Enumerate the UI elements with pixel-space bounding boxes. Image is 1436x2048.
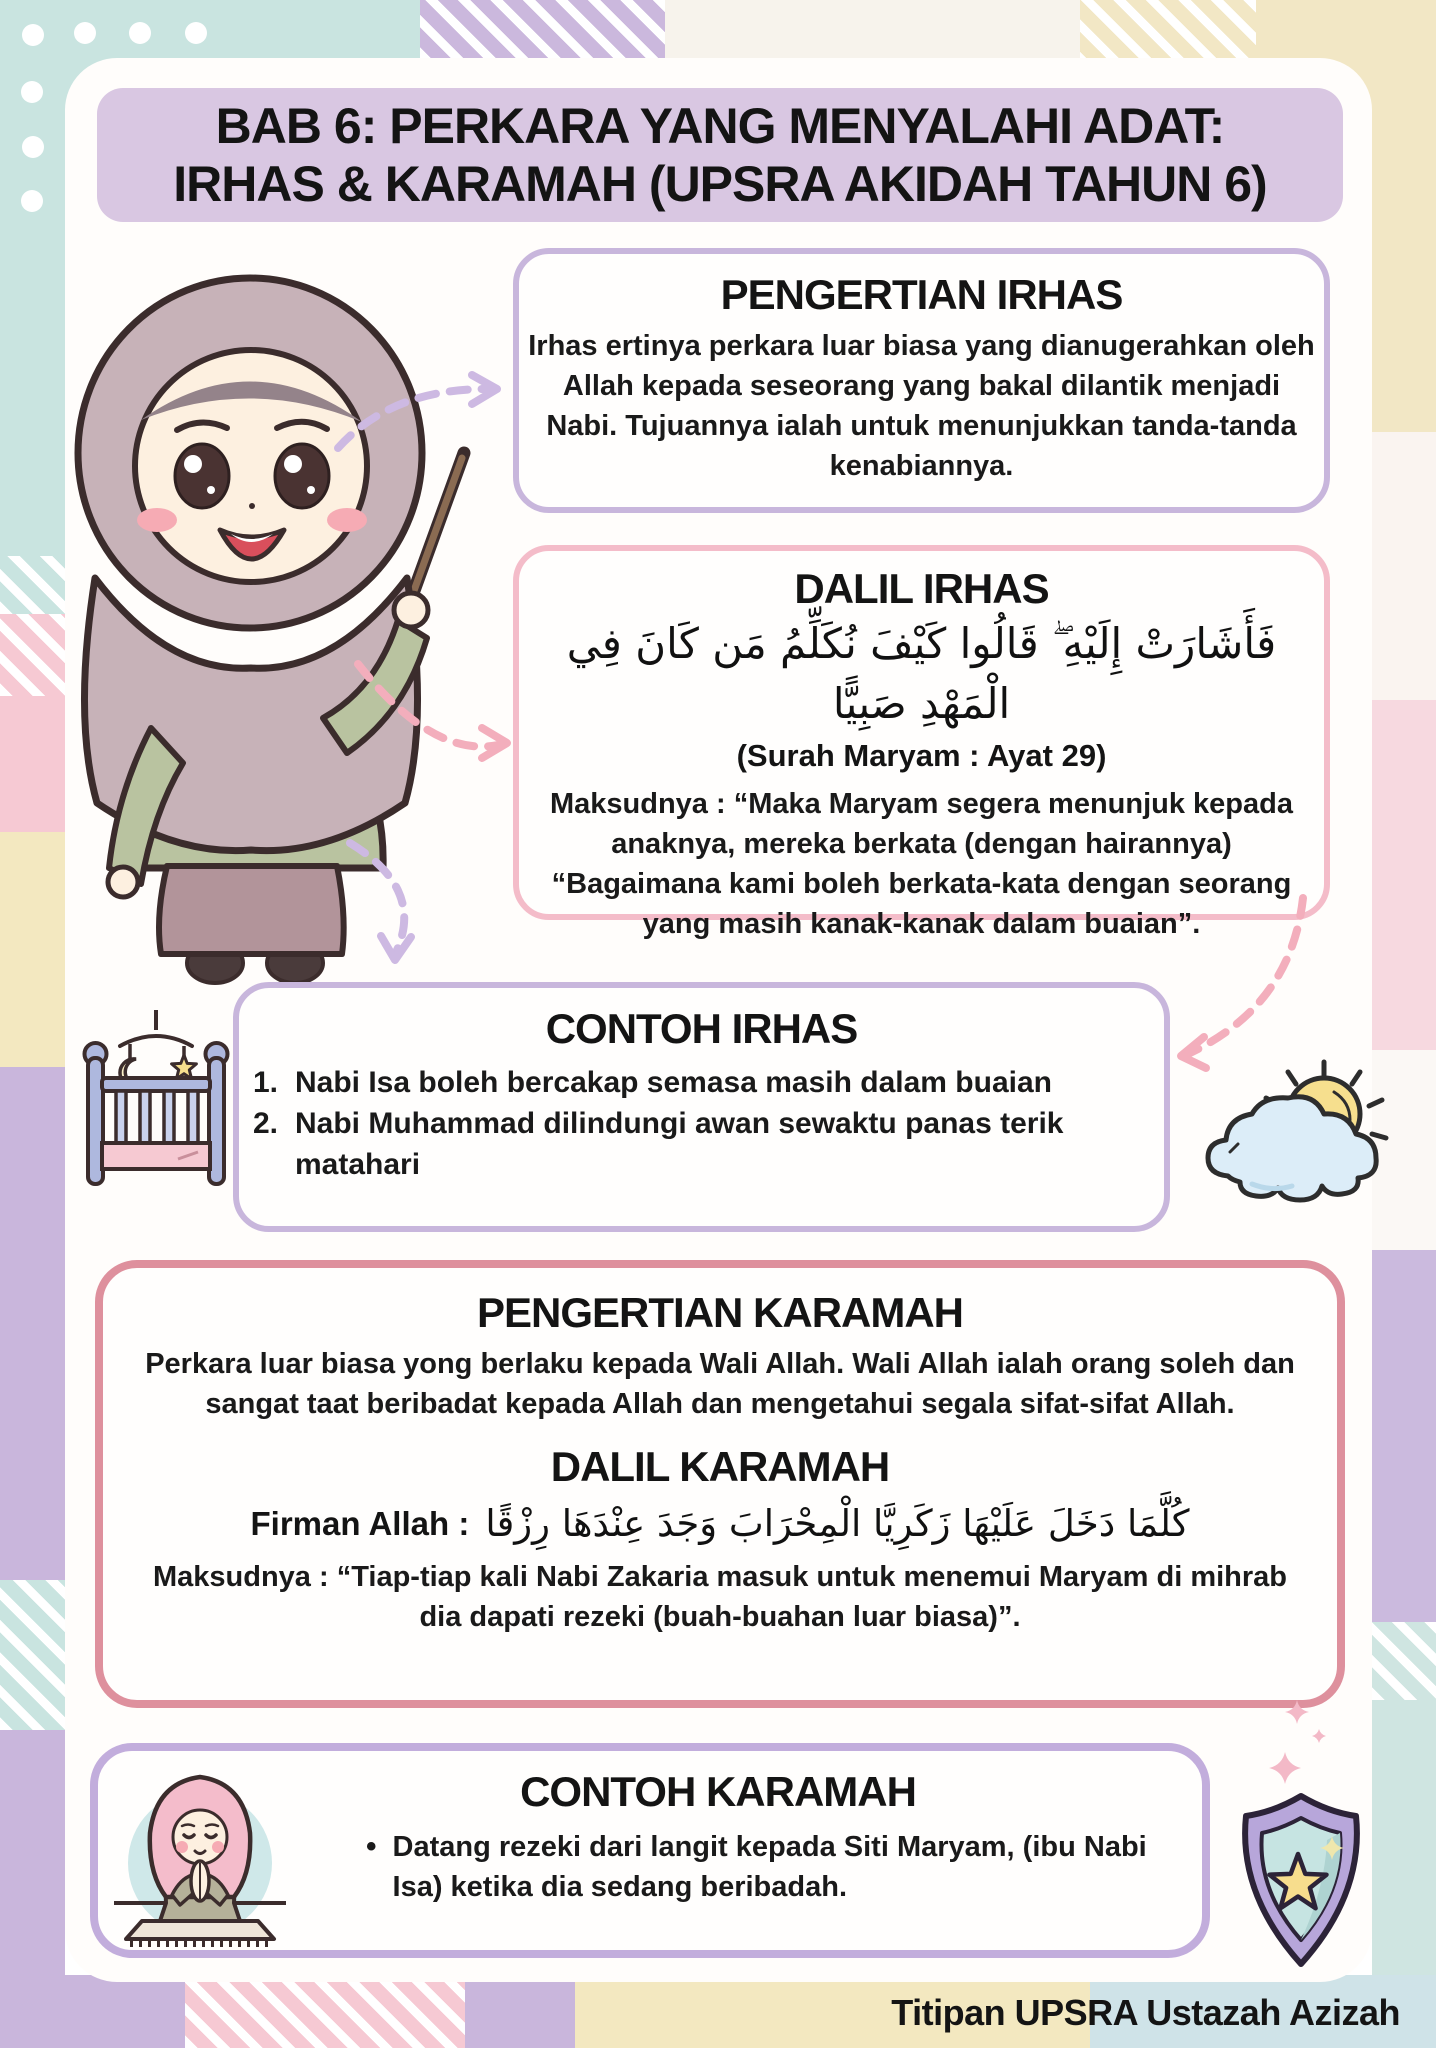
background-bottom-pink-stripes: [185, 1982, 465, 2048]
baby-crib-icon: [72, 1002, 240, 1192]
background-white-strip: [665, 0, 1080, 60]
pengertian-irhas-heading: PENGERTIAN IRHAS: [720, 271, 1123, 318]
bullet-dot: •: [366, 1830, 377, 1863]
dalil-irhas-arabic-verse: فَأَشَارَتْ إِلَيْهِ ۖ قَالُوا كَيْفَ نُكَلِّمُ مَن كَانَ فِي الْمَهْدِ صَبِيًّا: [566, 619, 1277, 728]
page-title-line1: BAB 6: PERKARA YANG MENYALAHI ADAT:: [215, 98, 1225, 154]
list-item-text: Nabi Isa boleh bercakap semasa masih dalam buaian: [295, 1066, 1052, 1099]
list-item-number: 2.: [253, 1107, 279, 1140]
background-right-pale: [1372, 432, 1436, 700]
background-right-lavender: [1372, 1250, 1436, 1622]
dalil-karamah-verse-row: [103, 1502, 1337, 1545]
contoh-karamah-text: Datang rezeki dari langit kepada Siti Maryam, (ibu Nabi Isa) ketika dia sedang beribadah.: [392, 1831, 1147, 1903]
firman-allah-label: Firman Allah :: [250, 1504, 470, 1542]
page-title-line2: IRHAS & KARAMAH (UPSRA AKIDAH TAHUN 6): [173, 156, 1267, 212]
dalil-irhas-reference: (Surah Maryam : Ayat 29): [736, 738, 1107, 773]
karamah-panel: [95, 1260, 1345, 1708]
footer-credit: Titipan UPSRA Ustazah Azizah: [891, 1992, 1400, 2033]
contoh-irhas-panel: [233, 982, 1170, 1232]
background-right-pink: [1372, 700, 1436, 1050]
list-item-text: Nabi Muhammad dilindungi awan sewaktu panas terik matahari: [295, 1107, 1064, 1181]
contoh-karamah-heading: CONTOH KARAMAH: [520, 1768, 916, 1815]
title-banner: [97, 88, 1343, 222]
sparkles-icon: [1245, 1690, 1355, 1800]
dalil-karamah-heading: DALIL KARAMAH: [550, 1443, 890, 1490]
pengertian-karamah-body: Perkara luar biasa yong berlaku kepada Wali Allah. Wali Allah ialah orang soleh dan sangat taat beribadat kepada Allah dan mengetahui segala sifat-sifat Allah.: [145, 1348, 1295, 1420]
list-item: [253, 1103, 1164, 1185]
hijab-teacher-illustration: [55, 248, 475, 1013]
dalil-karamah-arabic-verse: كُلَّمَا دَخَلَ عَلَيْهَا زَكَرِيَّا الْمِحْرَابَ وَجَدَ عِنْدَهَا رِزْقًا: [485, 1502, 1190, 1545]
pengertian-karamah-heading: PENGERTIAN KARAMAH: [477, 1289, 963, 1336]
list-item: [253, 1062, 1164, 1103]
background-right-teal-stripes: [1372, 1622, 1436, 1700]
list-item-number: 1.: [253, 1066, 279, 1099]
dalil-irhas-meaning: Maksudnya : “Maka Maryam segera menunjuk kepada anaknya, mereka berkata (dengan hairannya) “Bagaimana kami boleh berkata-kata dengan seorang yang masih kanak-kanak dalam buaian”.: [549, 788, 1293, 940]
contoh-irhas-list: [253, 1062, 1164, 1185]
shield-star-icon: [1228, 1788, 1374, 1972]
praying-girl-icon: [100, 1763, 300, 1953]
dalil-irhas-heading: DALIL IRHAS: [794, 565, 1049, 612]
background-left-teal-stripes-2: [0, 1580, 65, 1730]
sun-behind-cloud-icon: [1192, 1056, 1398, 1224]
contoh-karamah-item: [366, 1827, 1202, 1907]
dalil-karamah-meaning: Maksudnya : “Tiap-tiap kali Nabi Zakaria masuk untuk menemui Maryam di mihrab dia dapati rezeki (buah-buahan luar biasa)”.: [152, 1561, 1288, 1633]
dalil-irhas-panel: [513, 545, 1330, 940]
contoh-irhas-heading: CONTOH IRHAS: [545, 1005, 858, 1052]
pengertian-irhas-body: Irhas ertinya perkara luar biasa yang dianugerahkan oleh Allah kepada seseorang yang bakal dilantik menjadi Nabi. Tujuannya ialah untuk menunjukkan tanda-tanda kenabiannya.: [528, 330, 1315, 482]
pengertian-irhas-panel: [513, 248, 1330, 513]
background-left-lavender: [0, 1067, 65, 2048]
background-lavender-stripes: [420, 0, 665, 60]
